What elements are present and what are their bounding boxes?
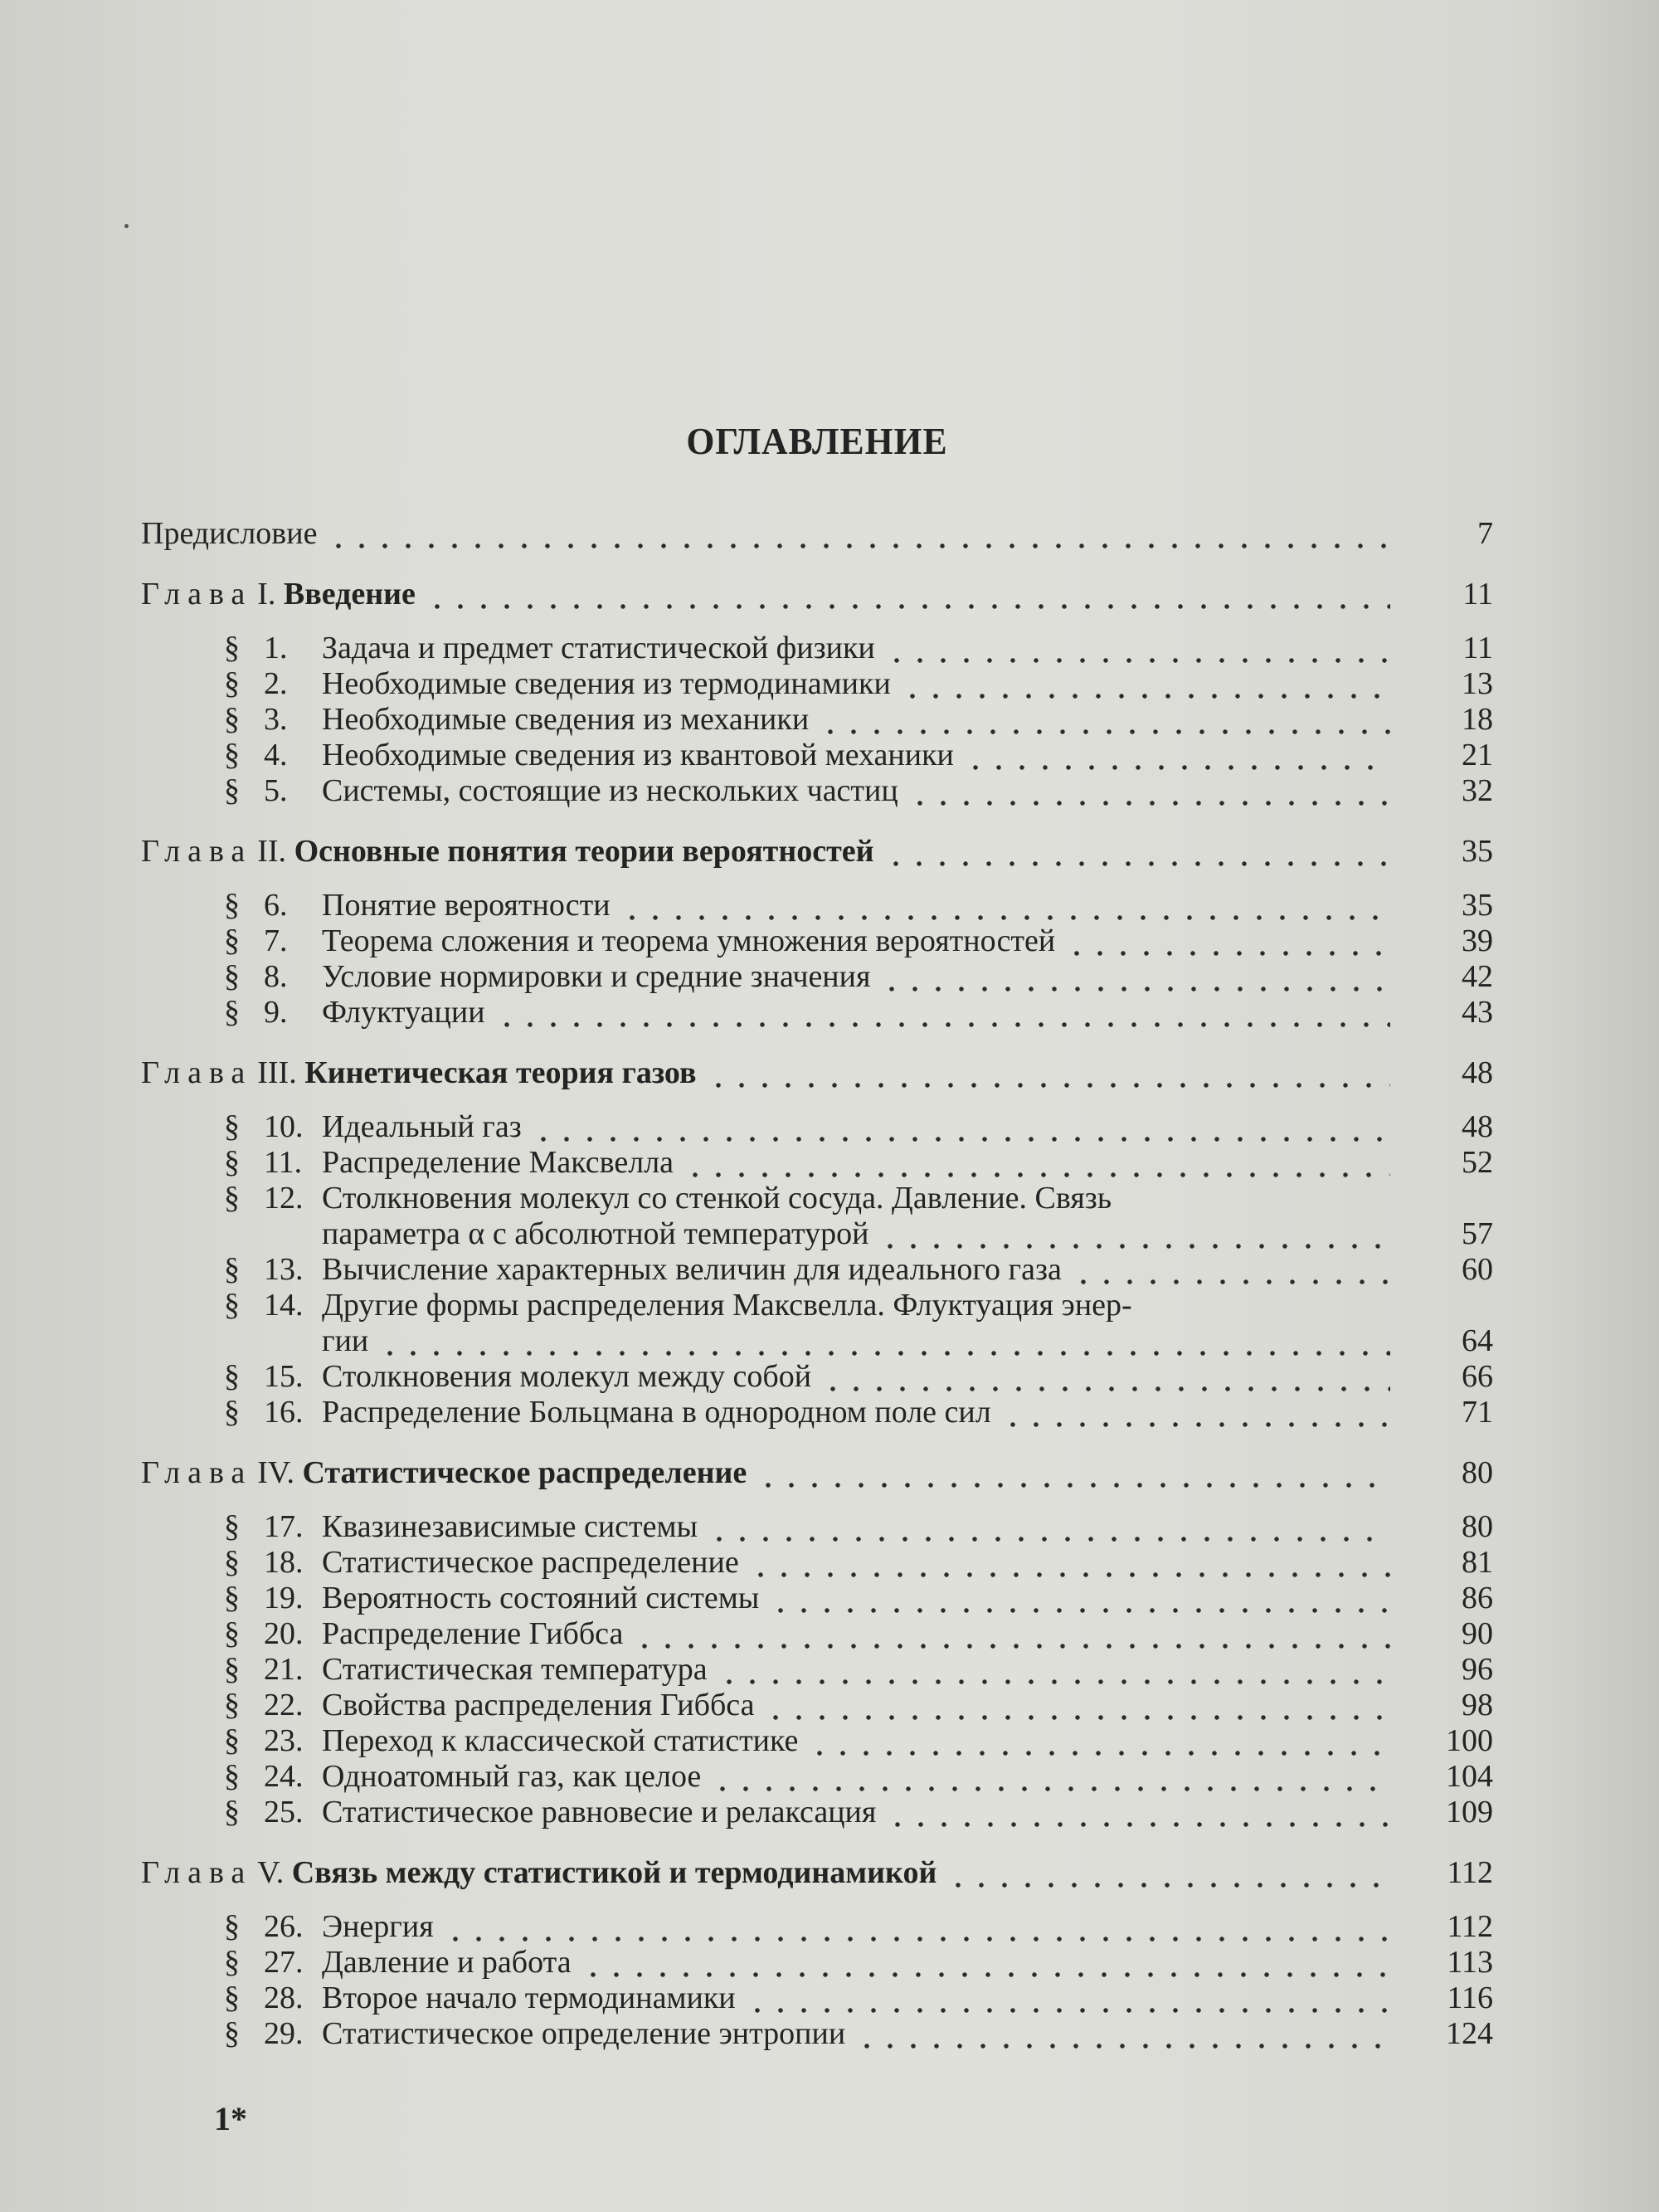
section-sign: § <box>224 1981 240 2015</box>
toc-entry-section <box>141 1652 1493 1688</box>
toc-entry-section <box>141 1795 1493 1830</box>
page-number: 116 <box>1447 1981 1493 2015</box>
chapter-number: II. <box>257 834 287 869</box>
section-number: 11. <box>264 1145 303 1180</box>
toc-entry-section <box>141 1145 1493 1181</box>
section-number: 16. <box>264 1395 304 1430</box>
toc-entry-section <box>141 702 1493 738</box>
section-sign: § <box>224 1545 240 1580</box>
page-number: 52 <box>1462 1145 1493 1180</box>
section-sign: § <box>224 1759 240 1794</box>
toc-entry-section <box>141 1109 1493 1145</box>
page-number: 124 <box>1446 2016 1493 2051</box>
dot-leader <box>532 1109 1390 1145</box>
chapter-heading <box>141 1455 747 1491</box>
dot-leader <box>884 834 1390 870</box>
page-number: 57 <box>1462 1216 1493 1251</box>
dot-leader <box>946 1855 1390 1891</box>
section-sign: § <box>224 1509 240 1544</box>
section-title: Распределение Больцмана в однородном поле сил <box>322 1395 991 1430</box>
section-title: Статистическая температура <box>322 1652 708 1687</box>
section-number: 6. <box>264 888 288 923</box>
page-number: 11 <box>1462 631 1493 665</box>
section-number: 24. <box>264 1759 304 1794</box>
section-title: Свойства распределения Гиббса <box>322 1688 755 1722</box>
section-title-continuation: параметра α с абсолютной температурой <box>322 1216 869 1251</box>
section-number: 10. <box>264 1109 304 1144</box>
dot-leader <box>581 1945 1390 1981</box>
section-title: Необходимые сведения из механики <box>322 702 810 737</box>
page-number: 112 <box>1447 1855 1493 1890</box>
dot-leader <box>880 959 1390 995</box>
section-title: Понятие вероятности <box>322 888 611 923</box>
section-number: 26. <box>264 1909 304 1944</box>
section-title: Статистическое распределение <box>322 1545 739 1580</box>
section-title: Столкновения молекул со стенкой сосуда. Давление. Связь <box>322 1181 1112 1216</box>
page-number: 112 <box>1447 1909 1493 1944</box>
dot-leader <box>378 1323 1390 1359</box>
page-number: 39 <box>1462 923 1493 958</box>
section-title: Одноатомный газ, как целое <box>322 1759 702 1794</box>
dot-leader <box>327 516 1390 552</box>
page-number: 80 <box>1462 1455 1493 1490</box>
chapter-number: IV. <box>257 1455 294 1490</box>
section-number: 17. <box>264 1509 304 1544</box>
chapter-word: Глава <box>141 577 253 611</box>
chapter-title: Кинетическая теория газов <box>304 1055 697 1090</box>
section-title: Вероятность состояний системы <box>322 1581 760 1615</box>
section-number: 25. <box>264 1795 304 1830</box>
section-sign: § <box>224 666 240 701</box>
section-sign: § <box>224 631 240 665</box>
dot-leader <box>764 1688 1390 1723</box>
table-of-contents <box>141 516 1493 2052</box>
section-number: 28. <box>264 1981 304 2015</box>
section-number: 9. <box>264 995 288 1030</box>
dot-leader <box>620 888 1390 923</box>
chapter-title: Введение <box>283 577 416 611</box>
section-sign: § <box>224 995 240 1030</box>
toc-entry-section <box>141 1723 1493 1759</box>
dot-leader <box>821 1359 1390 1395</box>
page-number: 7 <box>1477 516 1493 551</box>
dot-leader <box>757 1455 1390 1491</box>
dot-leader <box>707 1055 1391 1091</box>
section-number: 8. <box>264 959 288 994</box>
page-number: 98 <box>1462 1688 1493 1722</box>
section-sign: § <box>224 1688 240 1722</box>
toc-entry-section <box>141 1945 1493 1981</box>
dot-leader <box>633 1616 1390 1652</box>
section-number: 12. <box>264 1181 304 1216</box>
chapter-heading <box>141 1855 937 1891</box>
signature-mark: 1* <box>214 2100 247 2137</box>
dot-leader <box>769 1581 1390 1616</box>
section-sign: § <box>224 888 240 923</box>
dot-leader <box>1001 1395 1390 1430</box>
dot-leader <box>708 1509 1390 1545</box>
section-number: 22. <box>264 1688 304 1722</box>
section-title: Второе начало термодинамики <box>322 1981 736 2015</box>
section-sign: § <box>224 702 240 737</box>
toc-entry-section <box>141 1181 1493 1216</box>
page-number: 42 <box>1462 959 1493 994</box>
section-number: 23. <box>264 1723 304 1758</box>
section-title: Флуктуации <box>322 995 485 1030</box>
dot-leader <box>1065 923 1390 959</box>
chapter-heading <box>141 834 874 870</box>
page-number: 35 <box>1462 834 1493 869</box>
section-number: 5. <box>264 773 288 808</box>
section-sign: § <box>224 1145 240 1180</box>
section-title: Теорема сложения и теорема умножения вероятностей <box>322 923 1056 958</box>
toc-entry-chapter <box>141 1055 1493 1091</box>
chapter-title: Статистическое распределение <box>302 1455 747 1490</box>
chapter-title: Основные понятия теории вероятностей <box>294 834 874 869</box>
toc-entry-section <box>141 773 1493 809</box>
toc-entry-section <box>141 2016 1493 2052</box>
section-title-continuation: гии <box>322 1323 369 1358</box>
toc-entry-section <box>141 1359 1493 1395</box>
toc-entry-section <box>141 1581 1493 1616</box>
toc-entry-section <box>141 1909 1493 1945</box>
page-number: 60 <box>1462 1252 1493 1287</box>
page-number: 113 <box>1447 1945 1493 1980</box>
dot-leader <box>684 1145 1390 1181</box>
toc-entry-section <box>141 1288 1493 1323</box>
page-number: 13 <box>1462 666 1493 701</box>
section-number: 3. <box>264 702 288 737</box>
section-number: 29. <box>264 2016 304 2051</box>
section-title: Задача и предмет статистической физики <box>322 631 875 665</box>
toc-entry-section <box>141 995 1493 1030</box>
page-number: 43 <box>1462 995 1493 1030</box>
toc-entry-section <box>141 1981 1493 2016</box>
section-sign: § <box>224 1395 240 1430</box>
dot-leader <box>718 1652 1390 1688</box>
section-number: 13. <box>264 1252 304 1287</box>
section-title: Статистическое равновесие и релаксация <box>322 1795 877 1830</box>
section-title: Переход к классической статистике <box>322 1723 799 1758</box>
page-number: 21 <box>1462 738 1493 772</box>
chapter-heading <box>141 577 416 612</box>
dot-leader <box>749 1545 1390 1581</box>
dot-leader <box>1072 1252 1390 1288</box>
section-sign: § <box>224 1652 240 1687</box>
dot-leader <box>885 631 1390 666</box>
toc-entry-section <box>141 959 1493 995</box>
entry-title: Предисловие <box>141 516 318 551</box>
page-number: 66 <box>1462 1359 1493 1394</box>
section-title: Статистическое определение энтропии <box>322 2016 846 2051</box>
dot-leader <box>426 577 1390 612</box>
toc-entry-section <box>141 1616 1493 1652</box>
page-number: 32 <box>1462 773 1493 808</box>
page-number: 80 <box>1462 1509 1493 1544</box>
dot-leader <box>886 1795 1390 1830</box>
section-sign: § <box>224 1252 240 1287</box>
page-number: 35 <box>1462 888 1493 923</box>
section-sign: § <box>224 923 240 958</box>
section-sign: § <box>224 1288 240 1323</box>
section-title: Распределение Максвелла <box>322 1145 674 1180</box>
speck <box>124 224 129 228</box>
page-number: 81 <box>1462 1545 1493 1580</box>
section-title: Распределение Гиббса <box>322 1616 624 1651</box>
toc-entry-section <box>141 1545 1493 1581</box>
toc-entry-section <box>141 923 1493 959</box>
toc-entry-preface <box>141 516 1493 552</box>
section-number: 4. <box>264 738 288 772</box>
section-number: 7. <box>264 923 288 958</box>
chapter-word: Глава <box>141 1455 253 1490</box>
section-title: Необходимые сведения из квантовой механики <box>322 738 954 772</box>
page-number: 86 <box>1462 1581 1493 1615</box>
toc-entry-continuation <box>141 1323 1493 1359</box>
page-title: ОГЛАВЛЕНИЕ <box>686 420 948 462</box>
section-sign: § <box>224 1909 240 1944</box>
section-title: Другие формы распределения Максвелла. Флуктуация энер- <box>322 1288 1132 1323</box>
dot-leader <box>746 1981 1390 2016</box>
page-number: 11 <box>1462 577 1493 611</box>
section-number: 15. <box>264 1359 304 1394</box>
section-sign: § <box>224 1109 240 1144</box>
toc-entry-chapter <box>141 1855 1493 1891</box>
section-number: 14. <box>264 1288 304 1323</box>
page-number: 96 <box>1462 1652 1493 1687</box>
page-number: 104 <box>1446 1759 1493 1794</box>
section-title: Столкновения молекул между собой <box>322 1359 812 1394</box>
section-number: 21. <box>264 1652 304 1687</box>
dot-leader <box>964 738 1390 773</box>
toc-entry-section <box>141 1395 1493 1430</box>
page-number: 71 <box>1462 1395 1493 1430</box>
section-number: 27. <box>264 1945 304 1980</box>
dot-leader <box>444 1909 1390 1945</box>
page-number: 48 <box>1462 1109 1493 1144</box>
chapter-number: III. <box>257 1055 297 1090</box>
dot-leader <box>908 773 1390 809</box>
chapter-word: Глава <box>141 1855 253 1890</box>
page-number: 100 <box>1446 1723 1493 1758</box>
dot-leader <box>855 2016 1390 2052</box>
section-number: 19. <box>264 1581 304 1615</box>
section-sign: § <box>224 1581 240 1615</box>
section-number: 20. <box>264 1616 304 1651</box>
section-title: Необходимые сведения из термодинамики <box>322 666 891 701</box>
dot-leader <box>495 995 1390 1030</box>
dot-leader <box>711 1759 1390 1795</box>
chapter-heading <box>141 1055 697 1091</box>
section-sign: § <box>224 959 240 994</box>
section-sign: § <box>224 738 240 772</box>
chapter-word: Глава <box>141 1055 253 1090</box>
section-number: 1. <box>264 631 288 665</box>
section-sign: § <box>224 1359 240 1394</box>
section-sign: § <box>224 773 240 808</box>
section-title: Условие нормировки и средние значения <box>322 959 871 994</box>
section-sign: § <box>224 1945 240 1980</box>
toc-entry-chapter <box>141 1455 1493 1491</box>
page-number: 64 <box>1462 1323 1493 1358</box>
section-sign: § <box>224 2016 240 2051</box>
toc-entry-section <box>141 1759 1493 1795</box>
toc-entry-section <box>141 1688 1493 1723</box>
toc-entry-chapter <box>141 834 1493 870</box>
toc-entry-section <box>141 738 1493 773</box>
dot-leader <box>808 1723 1390 1759</box>
toc-entry-section <box>141 1509 1493 1545</box>
toc-entry-continuation <box>141 1216 1493 1252</box>
page-number: 109 <box>1446 1795 1493 1830</box>
section-sign: § <box>224 1723 240 1758</box>
section-number: 18. <box>264 1545 304 1580</box>
section-title: Давление и работа <box>322 1945 572 1980</box>
toc-entry-chapter <box>141 577 1493 612</box>
toc-entry-section <box>141 666 1493 702</box>
section-title: Квазинезависимые системы <box>322 1509 698 1544</box>
section-sign: § <box>224 1181 240 1216</box>
section-sign: § <box>224 1795 240 1830</box>
section-sign: § <box>224 1616 240 1651</box>
toc-entry-section <box>141 1252 1493 1288</box>
page-number: 90 <box>1462 1616 1493 1651</box>
section-number: 2. <box>264 666 288 701</box>
toc-entry-section <box>141 888 1493 923</box>
section-title: Идеальный газ <box>322 1109 522 1144</box>
page-number: 18 <box>1462 702 1493 737</box>
toc-entry-section <box>141 631 1493 666</box>
section-title: Вычисление характерных величин для идеального газа <box>322 1252 1062 1287</box>
chapter-number: I. <box>257 577 276 611</box>
dot-leader <box>819 702 1390 738</box>
chapter-title: Связь между статистикой и термодинамикой <box>291 1855 937 1890</box>
page-number: 48 <box>1462 1055 1493 1090</box>
section-title: Энергия <box>322 1909 434 1944</box>
section-title: Системы, состоящие из нескольких частиц <box>322 773 898 808</box>
chapter-word: Глава <box>141 834 253 869</box>
chapter-number: V. <box>257 1855 285 1890</box>
dot-leader <box>878 1216 1390 1252</box>
dot-leader <box>901 666 1390 702</box>
